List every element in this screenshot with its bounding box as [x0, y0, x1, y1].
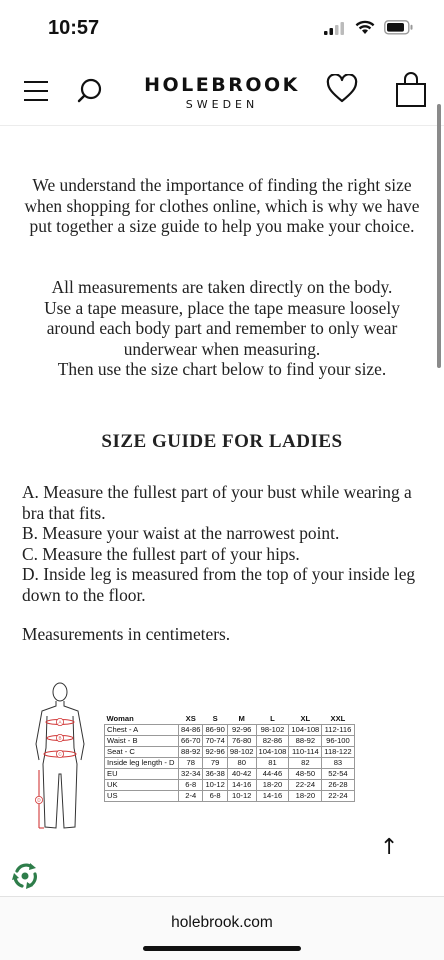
step-item: A. Measure the fullest part of your bust while wearing a bra that fits. — [22, 482, 412, 523]
table-cell: Chest - A — [105, 724, 179, 735]
measurement-steps — [22, 482, 422, 605]
table-cell: Inside leg length - D — [105, 757, 179, 768]
instruction-line: Use a tape measure, place the tape measure loosely around each body part and remember to only wear underwear when measuring. — [44, 297, 400, 359]
table-row — [105, 768, 355, 779]
table-cell: 36-38 — [203, 768, 227, 779]
step-item: C. Measure the fullest part of your hips. — [22, 543, 300, 564]
table-cell: 110-114 — [289, 746, 322, 757]
battery-icon — [384, 20, 414, 35]
wifi-icon — [355, 20, 375, 35]
table-header: XS — [179, 713, 203, 724]
table-header: Woman — [105, 713, 179, 724]
size-chart-table — [104, 713, 355, 802]
table-header: M — [227, 713, 256, 724]
instruction-line: Then use the size chart below to find your size. — [57, 359, 387, 379]
brand-logo[interactable] — [0, 74, 444, 112]
table-row — [105, 779, 355, 790]
table-cell: 18-20 — [289, 790, 322, 801]
table-cell: 6-8 — [203, 790, 227, 801]
table-header: L — [256, 713, 289, 724]
table-cell: 40-42 — [227, 768, 256, 779]
table-cell: 44-46 — [256, 768, 289, 779]
signal-icon — [324, 22, 346, 35]
table-cell: 92-96 — [203, 746, 227, 757]
table-cell: 70-74 — [203, 735, 227, 746]
instruction-line: All measurements are taken directly on the body. — [51, 277, 393, 297]
partially-hidden-heading — [0, 126, 444, 139]
table-cell: Waist - B — [105, 735, 179, 746]
table-cell: 32-34 — [179, 768, 203, 779]
figure-marker: D — [37, 797, 41, 803]
table-cell: EU — [105, 768, 179, 779]
table-cell: Seat - C — [105, 746, 179, 757]
table-header: XXL — [322, 713, 354, 724]
table-header: XL — [289, 713, 322, 724]
table-cell: 83 — [322, 757, 354, 768]
table-cell: 78 — [179, 757, 203, 768]
table-cell: 88-92 — [179, 746, 203, 757]
table-cell: 86-90 — [203, 724, 227, 735]
clock-time: 10:57 — [48, 17, 100, 39]
figure-marker: C — [58, 751, 62, 757]
intro-paragraph: We understand the importance of finding the right size when shopping for clothes online, which is why we have put together a size guide to help you make your choice. — [24, 175, 420, 236]
table-cell: 96-100 — [322, 735, 354, 746]
table-cell: 92-96 — [227, 724, 256, 735]
table-cell: 82-86 — [256, 735, 289, 746]
measurement-instructions — [18, 277, 426, 380]
size-guide-content — [0, 126, 444, 896]
table-cell: 66-70 — [179, 735, 203, 746]
brand-name: HOLEBROOK — [144, 74, 300, 96]
table-cell: 80 — [227, 757, 256, 768]
url-text[interactable]: holebrook.com — [171, 914, 273, 931]
table-cell: 22-24 — [289, 779, 322, 790]
units-note: Measurements in centimeters. — [22, 624, 231, 644]
table-cell: 81 — [256, 757, 289, 768]
step-item: D. Inside leg is measured from the top of your inside leg down to the floor. — [22, 564, 416, 605]
table-cell: 98-102 — [256, 724, 289, 735]
shopping-bag-icon[interactable] — [394, 70, 428, 108]
table-cell: 48-50 — [289, 768, 322, 779]
table-row — [105, 735, 355, 746]
table-cell: 14-16 — [227, 779, 256, 790]
table-cell: 104-108 — [289, 724, 322, 735]
site-header — [0, 58, 444, 126]
table-cell: 104-108 — [256, 746, 289, 757]
table-cell: 2-4 — [179, 790, 203, 801]
recycle-badge-icon[interactable] — [8, 859, 42, 893]
table-cell: 98-102 — [227, 746, 256, 757]
table-cell: 118-122 — [322, 746, 354, 757]
figure-marker: B — [58, 735, 62, 741]
table-cell: 112-116 — [322, 724, 354, 735]
browser-url-bar[interactable] — [0, 896, 444, 960]
table-cell: 84-86 — [179, 724, 203, 735]
table-header-row — [105, 713, 355, 724]
table-cell: 10-12 — [227, 790, 256, 801]
table-cell: 79 — [203, 757, 227, 768]
section-title: SIZE GUIDE FOR LADIES — [101, 431, 343, 452]
back-to-top-button[interactable]: ↑ — [380, 835, 399, 860]
cut-heading-remnant — [192, 126, 252, 134]
table-row — [105, 757, 355, 768]
table-cell: 82 — [289, 757, 322, 768]
home-indicator[interactable] — [143, 946, 301, 951]
table-row — [105, 746, 355, 757]
table-cell: 18-20 — [256, 779, 289, 790]
status-bar — [0, 0, 444, 58]
figure-marker: A — [58, 719, 62, 725]
step-item: B. Measure your waist at the narrowest point. — [22, 523, 340, 543]
table-cell: 88-92 — [289, 735, 322, 746]
table-cell: 76-80 — [227, 735, 256, 746]
table-cell: US — [105, 790, 179, 801]
table-cell: UK — [105, 779, 179, 790]
brand-subtitle: SWEDEN — [185, 98, 259, 111]
table-cell: 14-16 — [256, 790, 289, 801]
table-cell: 52-54 — [322, 768, 354, 779]
table-row — [105, 724, 355, 735]
table-row — [105, 790, 355, 801]
table-header: S — [203, 713, 227, 724]
table-cell: 26-28 — [322, 779, 354, 790]
table-cell: 10-12 — [203, 779, 227, 790]
body-measurement-figure — [30, 682, 90, 832]
table-cell: 6-8 — [179, 779, 203, 790]
table-cell: 22-24 — [322, 790, 354, 801]
wishlist-heart-icon[interactable] — [326, 74, 358, 104]
